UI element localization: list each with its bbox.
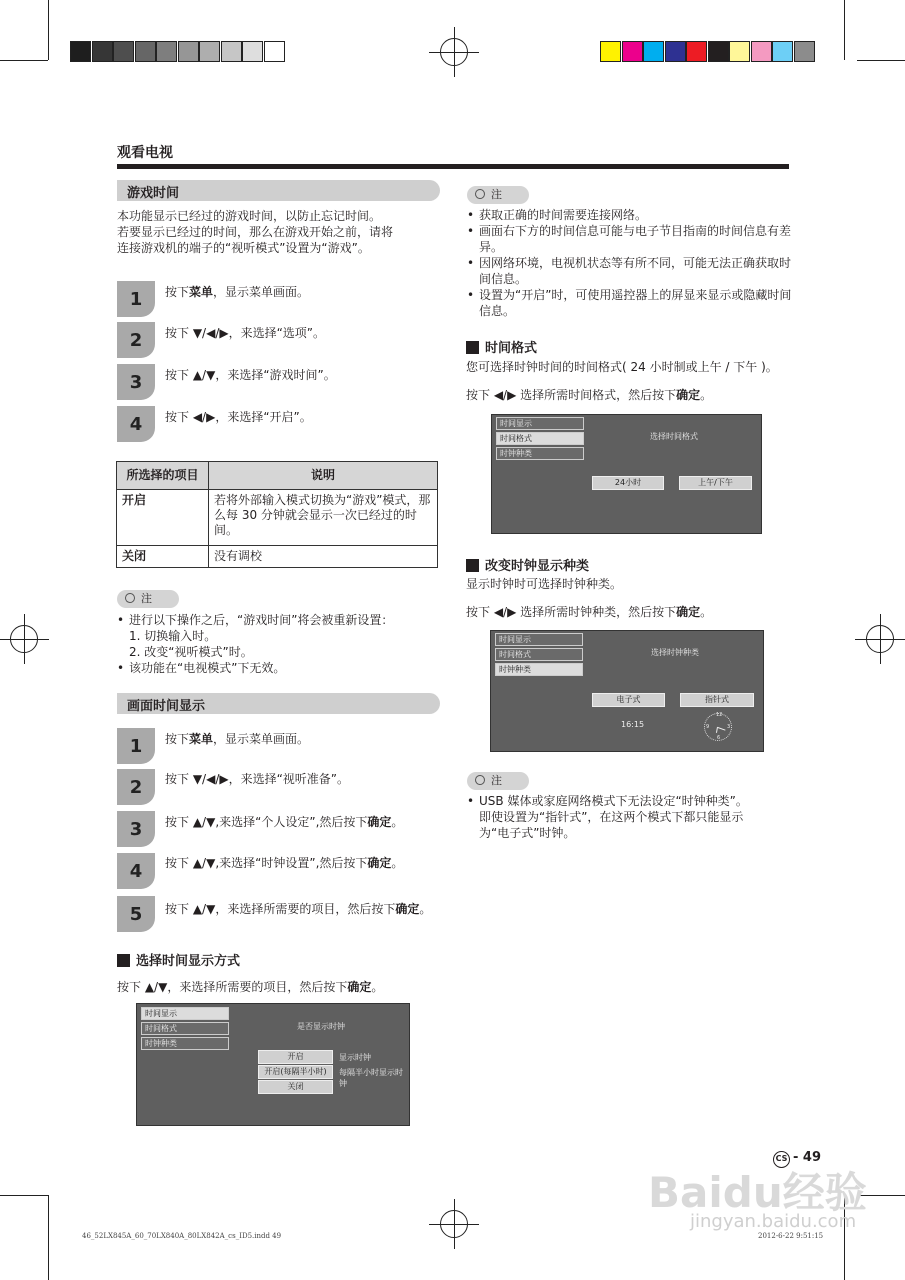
note-badge: 注 bbox=[467, 772, 529, 790]
crop-mark bbox=[0, 60, 48, 61]
step-text: 按下 ▲/▼,来选择“个人设定”,然后按下确定。 bbox=[165, 815, 404, 829]
menu-item[interactable]: 时间格式 bbox=[496, 432, 584, 445]
option-button[interactable]: 关闭 bbox=[258, 1080, 333, 1094]
note-badge: 注 bbox=[117, 590, 179, 608]
list-item: • 画面右下方的时间信息可能与电子节目指南的时间信息有差异。 bbox=[467, 223, 792, 255]
game-time-notes bbox=[117, 612, 442, 676]
color-swatch bbox=[622, 41, 643, 62]
options-table bbox=[116, 461, 438, 568]
color-swatch bbox=[600, 41, 621, 62]
paperclip-icon bbox=[473, 773, 487, 787]
step-text: 按下菜单，显示菜单画面。 bbox=[165, 732, 310, 746]
color-swatch bbox=[135, 41, 156, 62]
table-cell: 开启 bbox=[117, 490, 209, 546]
registration-mark bbox=[10, 625, 38, 653]
tv-screen-clock-type bbox=[490, 630, 764, 752]
color-swatch bbox=[264, 41, 285, 62]
color-swatch bbox=[729, 41, 750, 62]
table-header: 所选择的项目 bbox=[117, 462, 209, 490]
option-button[interactable]: 指针式 bbox=[680, 693, 754, 707]
step-number: 4 bbox=[117, 406, 155, 442]
list-item: • 设置为“开启”时，可使用遥控器上的屏显来显示或隐藏时间信息。 bbox=[467, 287, 792, 319]
section-heading-game-time: 游戏时间 bbox=[117, 180, 440, 201]
list-item: • 因网络环境，电视机状态等有所不同，可能无法正确获取时间信息。 bbox=[467, 255, 792, 287]
option-button[interactable]: 电子式 bbox=[592, 693, 665, 707]
color-swatch bbox=[708, 41, 729, 62]
crop-mark bbox=[48, 0, 49, 60]
header-rule bbox=[117, 164, 789, 169]
menu-item[interactable]: 时间格式 bbox=[495, 648, 583, 661]
step-text: 按下 ▲/▼，来选择“游戏时间”。 bbox=[165, 368, 336, 382]
subsection-heading-display-mode: 选择时间显示方式 bbox=[117, 950, 240, 969]
subsection-heading-clock-type: 改变时钟显示种类 bbox=[466, 555, 589, 574]
registration-mark bbox=[440, 38, 468, 66]
color-swatch bbox=[92, 41, 113, 62]
watermark-logo: Baidu经验 bbox=[648, 1168, 867, 1217]
step-text: 按下 ▲/▼,来选择“时钟设置”,然后按下确定。 bbox=[165, 856, 404, 870]
option-button[interactable]: 开启 bbox=[258, 1050, 333, 1064]
color-swatch bbox=[156, 41, 177, 62]
step-text: 按下 ◀/▶，来选择“开启”。 bbox=[165, 410, 312, 424]
step-number: 1 bbox=[117, 728, 155, 764]
color-swatch bbox=[70, 41, 91, 62]
table-row bbox=[117, 490, 438, 546]
subsection-heading-time-format: 时间格式 bbox=[466, 337, 537, 356]
list-item: • USB 媒体或家庭网络模式下无法设定“时钟种类”。 bbox=[467, 793, 797, 809]
time-notes bbox=[467, 207, 792, 319]
color-swatch bbox=[751, 41, 772, 62]
screen-title: 选择时钟种类 bbox=[651, 648, 699, 657]
clock-type-notes bbox=[467, 793, 797, 841]
option-desc: 显示时钟 bbox=[339, 1053, 371, 1062]
digital-clock: 16:15 bbox=[621, 720, 645, 729]
display-mode-instruction: 按下 ▲/▼，来选择所需要的项目，然后按下确定。 bbox=[117, 980, 384, 994]
section-heading-screen-time: 画面时间显示 bbox=[117, 693, 440, 714]
color-swatch bbox=[113, 41, 134, 62]
list-item: • 获取正确的时间需要连接网络。 bbox=[467, 207, 792, 223]
time-format-text: 您可选择时钟时间的时间格式( 24 小时制或上午 / 下午 )。 bbox=[466, 360, 778, 374]
table-cell: 若将外部输入模式切换为“游戏”模式，那么每 30 分钟就会显示一次已经过的时间。 bbox=[209, 490, 438, 546]
registration-mark bbox=[866, 625, 894, 653]
step-number: 3 bbox=[117, 811, 155, 847]
analog-clock-icon: 12 3 6 9 bbox=[706, 712, 731, 741]
list-item: 1. 切换输入时。 bbox=[129, 629, 217, 643]
registration-mark bbox=[440, 1210, 468, 1238]
crop-mark bbox=[0, 1195, 48, 1196]
time-format-instruction: 按下 ◀/▶ 选择所需时间格式，然后按下确定。 bbox=[466, 388, 713, 402]
color-swatch bbox=[686, 41, 707, 62]
footer-filename: 46_52LX845A_60_70LX840A_80LX842A_cs_ID5.indd 49 bbox=[82, 1232, 282, 1240]
step-number: 3 bbox=[117, 364, 155, 400]
menu-item[interactable]: 时钟种类 bbox=[495, 663, 583, 676]
clock-type-instruction: 按下 ◀/▶ 选择所需时钟种类，然后按下确定。 bbox=[466, 605, 713, 619]
paperclip-icon bbox=[473, 187, 487, 201]
paperclip-icon bbox=[123, 591, 137, 605]
crop-mark bbox=[48, 1195, 49, 1280]
crop-mark bbox=[857, 60, 905, 61]
option-button[interactable]: 上午/下午 bbox=[679, 476, 752, 490]
color-swatch bbox=[242, 41, 263, 62]
list-item: • 该功能在“电视模式”下无效。 bbox=[117, 660, 442, 676]
tv-screen-display-mode bbox=[136, 1003, 410, 1126]
note-badge: 注 bbox=[467, 186, 529, 204]
step-number: 1 bbox=[117, 281, 155, 317]
screen-title: 是否显示时钟 bbox=[297, 1022, 345, 1031]
footer-date: 2012-6-22 9:51:15 bbox=[758, 1232, 824, 1240]
clock-type-text: 显示时钟时可选择时钟种类。 bbox=[466, 577, 623, 591]
list-item: 即使设置为“指针式”，在这两个模式下都只能显示 bbox=[479, 810, 744, 824]
color-swatch bbox=[221, 41, 242, 62]
menu-item[interactable]: 时钟种类 bbox=[141, 1037, 229, 1050]
step-number: 5 bbox=[117, 896, 155, 932]
menu-item[interactable]: 时间显示 bbox=[495, 633, 583, 646]
step-number: 4 bbox=[117, 853, 155, 889]
menu-item[interactable]: 时间显示 bbox=[496, 417, 584, 430]
game-time-intro: 本功能显示已经过的游戏时间，以防止忘记时间。 若要显示已经过的时间，那么在游戏开始之前，请将 连接游戏机的端子的“视听模式”设置为“游戏”。 bbox=[117, 209, 394, 255]
color-swatch bbox=[772, 41, 793, 62]
step-text: 按下菜单，显示菜单画面。 bbox=[165, 285, 310, 299]
list-item: 2. 改变“视听模式”时。 bbox=[129, 645, 253, 659]
color-swatch bbox=[178, 41, 199, 62]
option-desc: 每隔半小时显示时钟 bbox=[339, 1068, 403, 1088]
step-text: 按下 ▼/◀/▶，来选择“视听准备”。 bbox=[165, 772, 350, 786]
option-button[interactable]: 开启(每隔半小时) bbox=[258, 1065, 333, 1079]
table-header: 说明 bbox=[209, 462, 438, 490]
list-item: • 进行以下操作之后，“游戏时间”将会被重新设置： bbox=[117, 612, 442, 628]
color-swatch bbox=[665, 41, 686, 62]
tv-screen-time-format bbox=[491, 414, 762, 534]
step-text: 按下 ▼/◀/▶，来选择“选项”。 bbox=[165, 326, 326, 340]
page-header-title: 观看电视 bbox=[117, 145, 173, 161]
step-number: 2 bbox=[117, 322, 155, 358]
menu-item[interactable]: 时间格式 bbox=[141, 1022, 229, 1035]
page-number: - 49 bbox=[793, 1150, 822, 1165]
list-item: 为“电子式”时钟。 bbox=[479, 826, 576, 840]
language-badge: CS bbox=[773, 1151, 790, 1168]
step-text: 按下 ▲/▼，来选择所需要的项目，然后按下确定。 bbox=[165, 902, 432, 916]
color-swatch bbox=[199, 41, 220, 62]
menu-item[interactable]: 时间显示 bbox=[141, 1007, 229, 1020]
color-swatch bbox=[794, 41, 815, 62]
menu-item[interactable]: 时钟种类 bbox=[496, 447, 584, 460]
color-swatch bbox=[643, 41, 664, 62]
crop-mark bbox=[844, 0, 845, 60]
table-cell: 关闭 bbox=[117, 546, 209, 568]
option-button[interactable]: 24小时 bbox=[592, 476, 664, 490]
screen-title: 选择时间格式 bbox=[650, 432, 698, 441]
table-cell: 没有调校 bbox=[209, 546, 438, 568]
table-row bbox=[117, 546, 438, 568]
step-number: 2 bbox=[117, 769, 155, 805]
watermark-url: jingyan.baidu.com bbox=[690, 1211, 857, 1232]
